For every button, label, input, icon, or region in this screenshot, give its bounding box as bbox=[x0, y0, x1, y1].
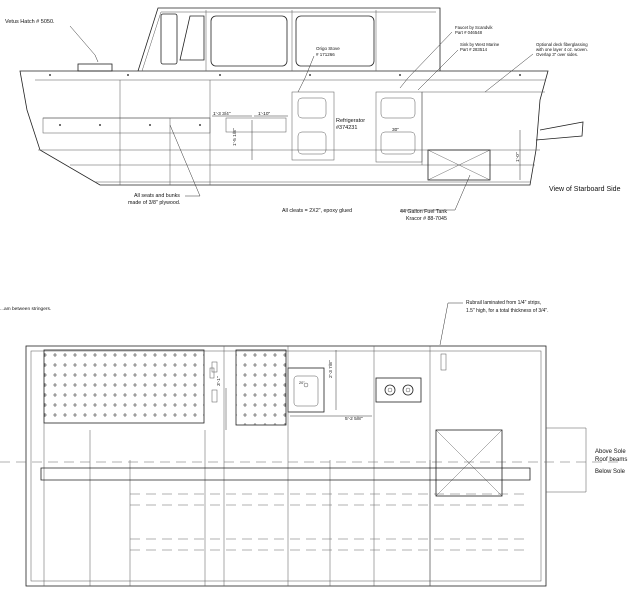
bunk-cushion bbox=[44, 350, 204, 423]
galley-sink-counter bbox=[288, 368, 324, 412]
cabin-window-3 bbox=[211, 16, 287, 66]
cabin-window-4 bbox=[296, 16, 374, 66]
tank-label: 44 Gallon Fuel Tank Kracor # 88-7045 bbox=[400, 209, 448, 222]
below-sole-label: Below Sole bbox=[595, 469, 626, 475]
dim-label: 3'-1" bbox=[217, 376, 222, 386]
hatch-label: Vetus Hatch # 5050. bbox=[5, 19, 55, 25]
roof-beams-label: Roof beams bbox=[595, 457, 628, 463]
fridge-label: Refrigerator #374231 bbox=[336, 118, 366, 131]
vetus-hatch bbox=[78, 64, 112, 71]
cabin-outline bbox=[138, 8, 440, 71]
rubrail-label: Rubrail laminated from 1/4" strips, 1.5" high, for a total thickness of 3/4". bbox=[466, 300, 549, 314]
stringers-note: ...am between stringers. bbox=[0, 307, 52, 312]
view-title: View of Starboard Side bbox=[549, 186, 621, 193]
dim-label: 1'-0" bbox=[516, 152, 521, 162]
dim-label: 1'-10" bbox=[258, 112, 271, 117]
dim-label: 30" bbox=[392, 128, 400, 133]
plan-view bbox=[0, 346, 620, 586]
bunk-top bbox=[43, 118, 210, 133]
swim-platform bbox=[536, 122, 583, 140]
starboard-side-view bbox=[20, 8, 583, 185]
stove bbox=[376, 378, 421, 402]
cabin-window-2 bbox=[180, 16, 204, 60]
dim-label: 2'-3 7/8" bbox=[329, 360, 334, 378]
stove-label: Origo Stove # 171266 bbox=[316, 46, 340, 57]
cabin-window-1 bbox=[161, 14, 177, 64]
hull-outline bbox=[20, 71, 548, 185]
sole-beam bbox=[41, 468, 530, 480]
deck-label: Optional deck fiberglassing with one layer 4 oz. woven. Overlap 3" over sides. bbox=[536, 42, 588, 57]
sink-label: Sink by West Marine Part # 283514 bbox=[460, 42, 500, 52]
faucet-label: Faucet by Scandvik Part # 046548 bbox=[455, 25, 493, 35]
dim-label: 1'-3 3/4" bbox=[213, 112, 231, 117]
cleats-label: All cleats = 2X2", epoxy glued bbox=[282, 208, 353, 214]
seat-cushion bbox=[236, 350, 286, 425]
above-sole-label: Above Sole bbox=[595, 449, 626, 455]
dim-label: 20" bbox=[299, 381, 305, 385]
dim-label: 1'-5 1/8" bbox=[233, 128, 238, 146]
seats-label: All seats and bunks made of 3/8" plywood. bbox=[128, 193, 181, 206]
dim-label: 5'-2 5/8" bbox=[345, 417, 363, 422]
